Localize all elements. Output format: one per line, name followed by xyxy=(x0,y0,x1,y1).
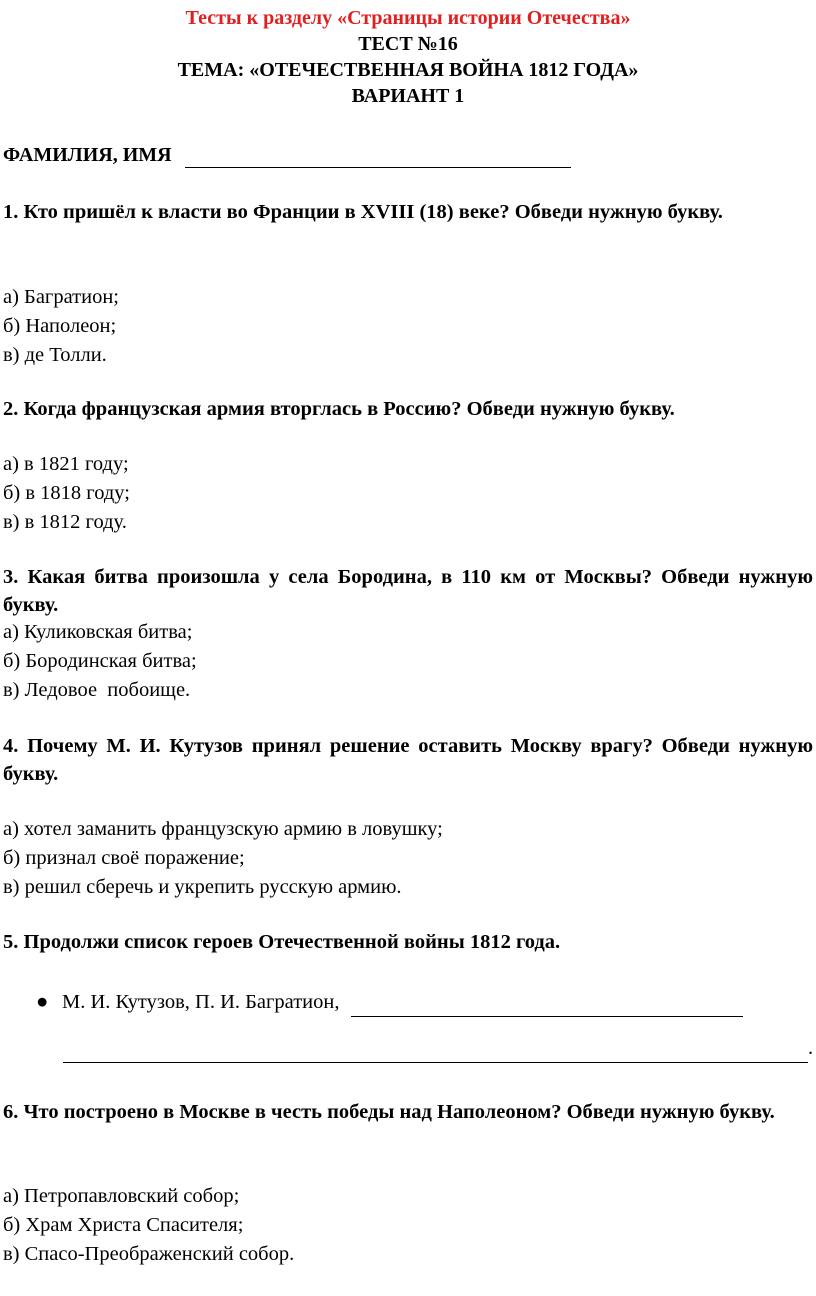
answer-option[interactable]: в) Спасо-Преображенский собор. xyxy=(3,1243,295,1265)
section-title: Тесты к разделу «Страницы истории Отечества» xyxy=(185,7,631,29)
question-3: 3. Какая битва произошла у села Бородина, в 110 км от Москвы? Обведи нужную букву. xyxy=(3,566,813,616)
answer-option[interactable]: а) Куликовская битва; xyxy=(3,621,193,643)
question-6: 6. Что построено в Москве в честь победы над Наполеоном? Обведи нужную букву. xyxy=(3,1101,775,1123)
answers-6 xyxy=(3,1182,294,1269)
answer-option[interactable]: б) Бородинская битва; xyxy=(3,650,197,672)
heroes-answer-line-2[interactable] xyxy=(63,1034,808,1063)
answers-4 xyxy=(3,815,443,902)
line-end-period: . xyxy=(808,1037,814,1059)
answer-option[interactable]: в) Ледовое побоище. xyxy=(3,679,191,701)
answer-option[interactable]: б) в 1818 году; xyxy=(3,482,130,504)
answers-2 xyxy=(3,450,130,537)
answer-option[interactable]: а) в 1821 году; xyxy=(3,453,129,475)
answer-option[interactable]: б) признал своё поражение; xyxy=(3,847,245,869)
answer-option[interactable]: б) Наполеон; xyxy=(3,315,117,337)
heroes-list-item xyxy=(36,988,743,1017)
test-variant: ВАРИАНТ 1 xyxy=(351,85,465,107)
answer-option[interactable]: а) хотел заманить французскую армию в ловушку; xyxy=(3,818,443,840)
answer-option[interactable]: в) де Толли. xyxy=(3,344,107,366)
heroes-answer-row-2 xyxy=(63,1034,813,1063)
bullet-icon: ● xyxy=(36,991,49,1013)
question-4: 4. Почему М. И. Кутузов принял решение оставить Москву врагу? Обведи нужную букву. xyxy=(3,735,813,785)
name-field xyxy=(3,144,571,168)
answers-1 xyxy=(3,283,119,370)
question-1: 1. Кто пришёл к власти во Франции в XVIII (18) веке? Обведи нужную букву. xyxy=(3,201,723,223)
heroes-answer-line-1[interactable] xyxy=(351,988,743,1017)
answer-option[interactable]: в) решил сберечь и укрепить русскую армию. xyxy=(3,876,402,898)
answer-option[interactable]: а) Багратион; xyxy=(3,286,119,308)
heroes-list-text: М. И. Кутузов, П. И. Багратион, xyxy=(62,991,340,1013)
answer-option[interactable]: а) Петропавловский собор; xyxy=(3,1185,240,1207)
name-blank-line[interactable] xyxy=(185,144,571,168)
worksheet-header xyxy=(0,5,816,109)
test-theme: ТЕМА: «ОТЕЧЕСТВЕННАЯ ВОЙНА 1812 ГОДА» xyxy=(177,59,639,81)
question-2: 2. Когда французская армия вторглась в Россию? Обведи нужную букву. xyxy=(3,398,675,420)
answers-3 xyxy=(3,618,197,705)
answer-option[interactable]: в) в 1812 году. xyxy=(3,511,127,533)
test-number: ТЕСТ №16 xyxy=(358,33,458,55)
question-5: 5. Продолжи список героев Отечественной войны 1812 года. xyxy=(3,931,561,953)
answer-option[interactable]: б) Храм Христа Спасителя; xyxy=(3,1214,244,1236)
name-label: ФАМИЛИЯ, ИМЯ xyxy=(3,144,172,166)
